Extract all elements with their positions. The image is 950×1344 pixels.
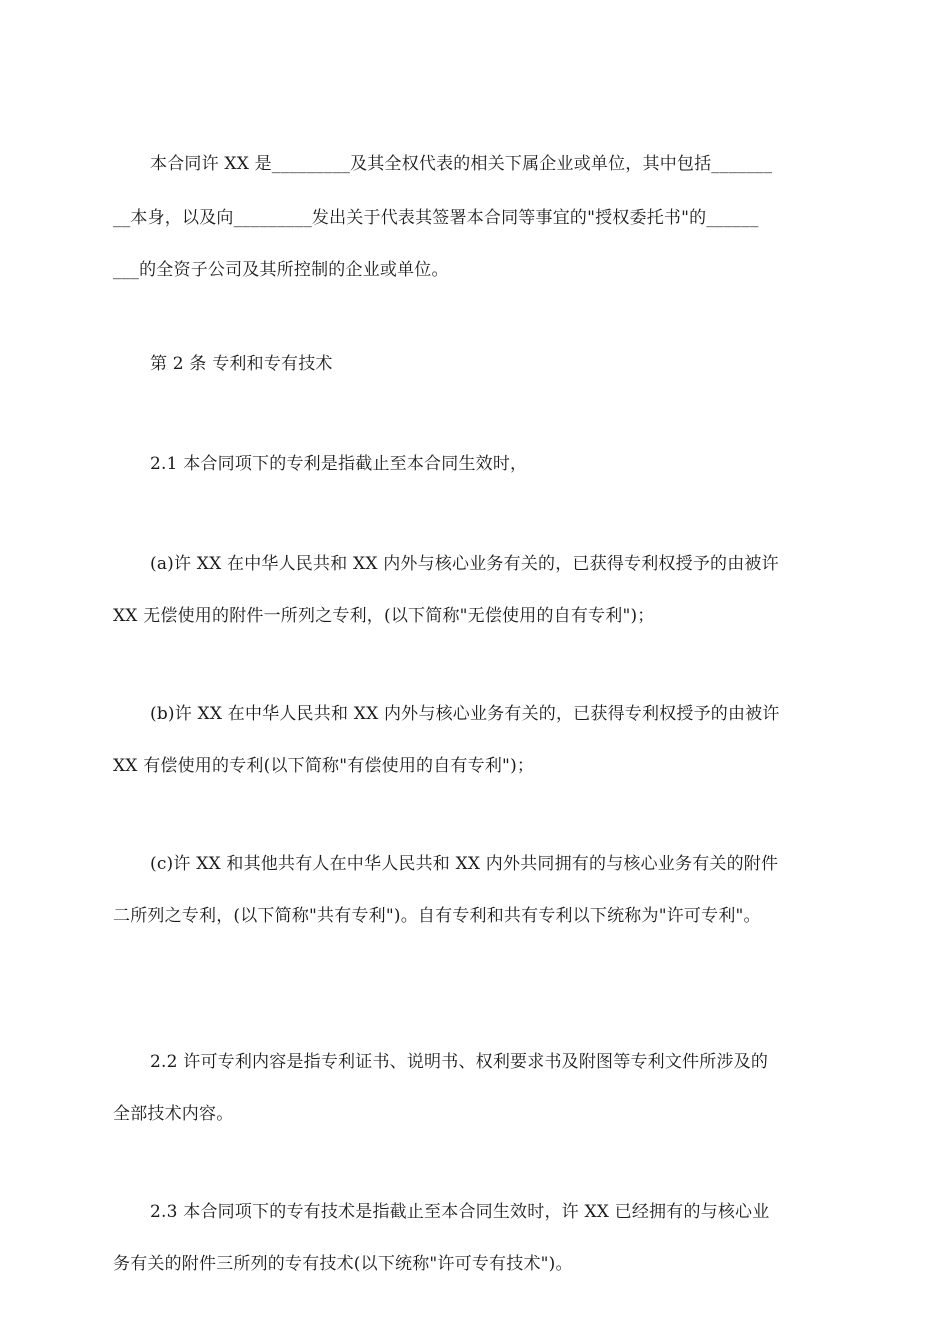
- clause-2-3-line-1: 2.3 本合同项下的专有技术是指截止至本合同生效时，许 XX 已经拥有的与核心业: [150, 1202, 770, 1222]
- clause-2-1-c-line-1: (c)许 XX 和其他共有人在中华人民共和 XX 内外共同拥有的与核心业务有关的附件: [150, 854, 779, 874]
- paragraph-licensor-line-2: __本身，以及向_________发出关于代表其签署本合同等事宜的"授权委托书"的______: [113, 208, 759, 228]
- clause-2-2-line-2: 全部技术内容。: [113, 1104, 234, 1124]
- clause-2-1-b-line-2: XX 有偿使用的专利(以下简称"有偿使用的自有专利")；: [113, 756, 535, 776]
- clause-2-1-a-line-2: XX 无偿使用的附件一所列之专利，(以下简称"无偿使用的自有专利")；: [113, 606, 655, 626]
- paragraph-licensor-line-3: ___的全资子公司及其所控制的企业或单位。: [113, 260, 449, 280]
- clause-2-2-line-1: 2.2 许可专利内容是指专利证书、说明书、权利要求书及附图等专利文件所涉及的: [150, 1052, 769, 1072]
- clause-2-3-line-2: 务有关的附件三所列的专有技术(以下统称"许可专有技术")。: [113, 1254, 573, 1274]
- paragraph-licensor-line-1: 本合同许 XX 是_________及其全权代表的相关下属企业或单位，其中包括_______: [150, 154, 773, 174]
- clause-2-1: 2.1 本合同项下的专利是指截止至本合同生效时，: [150, 454, 528, 474]
- clause-2-1-a-line-1: (a)许 XX 在中华人民共和 XX 内外与核心业务有关的，已获得专利权授予的由被许: [150, 554, 779, 574]
- article-2-heading: 第 2 条 专利和专有技术: [150, 354, 333, 374]
- clause-2-1-c-line-2: 二所列之专利，(以下简称"共有专利")。自有专利和共有专利以下统称为"许可专利"。: [113, 906, 761, 926]
- clause-2-1-b-line-1: (b)许 XX 在中华人民共和 XX 内外与核心业务有关的，已获得专利权授予的由被许: [150, 704, 780, 724]
